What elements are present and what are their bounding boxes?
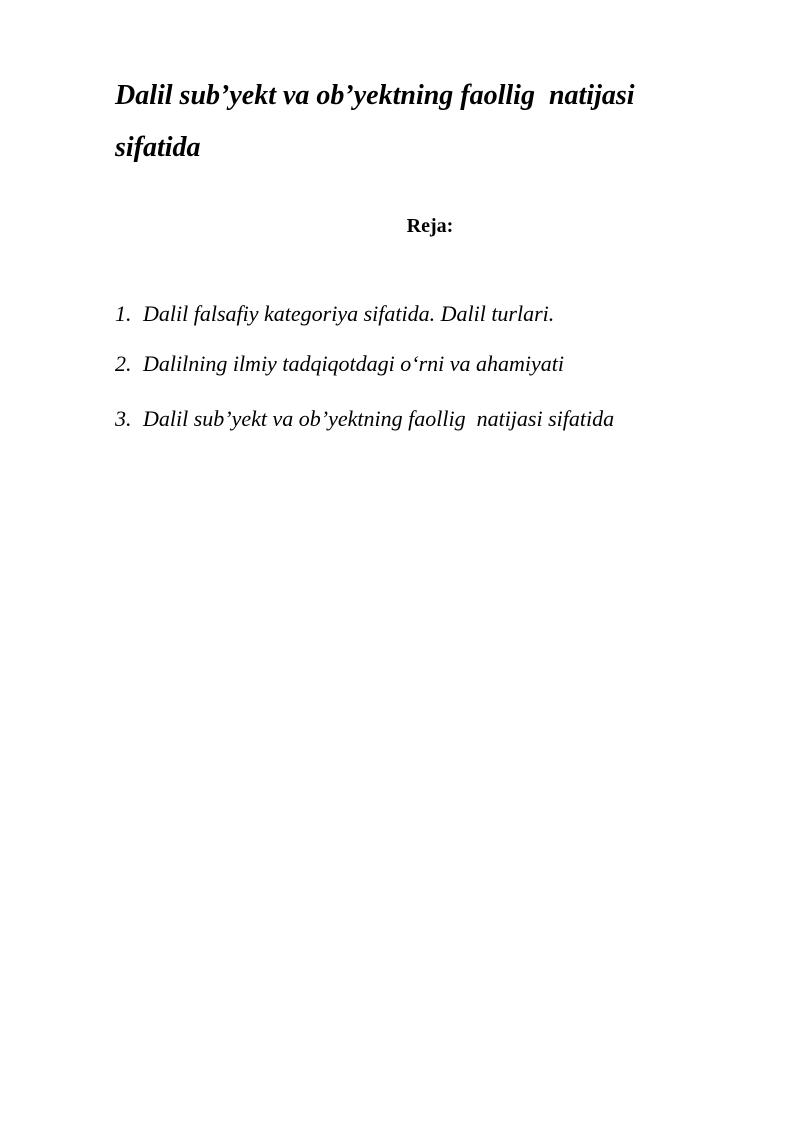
document-title: Dalil sub’yekt va ob’yektning faollig natijasi sifatida	[115, 80, 642, 163]
plan-item-number: 3.	[115, 406, 132, 431]
plan-item-number: 2.	[115, 351, 132, 376]
plan-item-text: Dalilning ilmiy tadqiqotdagi o‘rni va ahamiyati	[143, 351, 565, 376]
plan-item-number: 1.	[115, 301, 132, 326]
plan-heading: Reja:	[406, 215, 454, 237]
plan-item-text: Dalil sub’yekt va ob’yektning faollig natijasi sifatida	[143, 406, 615, 431]
plan-item-text: Dalil falsafiy kategoriya sifatida. Dalil turlari.	[143, 301, 555, 326]
plan-item	[115, 349, 755, 379]
plan-item	[115, 404, 755, 434]
plan-item	[115, 299, 755, 329]
